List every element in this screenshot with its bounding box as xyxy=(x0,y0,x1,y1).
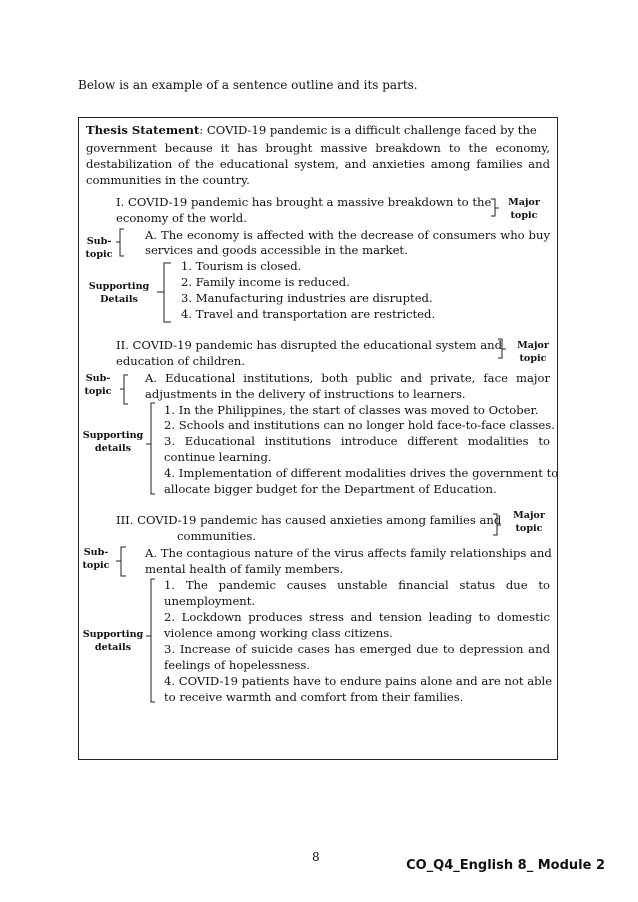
major-topic-1-line-2: economy of the world. xyxy=(116,211,247,225)
detail-3-2: unemployment. xyxy=(164,594,256,608)
thesis-label: Thesis Statement xyxy=(86,123,200,137)
detail-1-1: 1. Tourism is closed. xyxy=(181,259,302,273)
sub-topic-label-1: Sub- topic xyxy=(85,236,113,260)
module-footer: CO_Q4_English 8_ Module 2 xyxy=(406,858,605,873)
page-number: 8 xyxy=(312,850,320,864)
detail-2-6: allocate bigger budget for the Department of Education. xyxy=(164,482,497,496)
detail-3-5: 3. Increase of suicide cases has emerged due to depression and xyxy=(164,642,550,656)
supporting-label-1: Supporting Details xyxy=(88,281,150,305)
major-bracket-2 xyxy=(497,338,509,360)
major-topic-label-2: Major topic xyxy=(517,340,549,364)
detail-2-4: continue learning. xyxy=(164,450,272,464)
major-topic-1-line-1: I. COVID-19 pandemic has brought a massive breakdown to the xyxy=(116,195,492,209)
sub-topic-label-2: Sub- topic xyxy=(84,373,112,397)
intro-text: Below is an example of a sentence outline and its parts. xyxy=(78,78,418,92)
major-bracket-1 xyxy=(490,198,502,218)
detail-2-5: 4. Implementation of different modalities drives the government to xyxy=(164,466,559,480)
detail-3-8: to receive warmth and comfort from their families. xyxy=(164,690,464,704)
detail-3-6: feelings of hopelessness. xyxy=(164,658,311,672)
thesis-line-3: destabilization of the educational system, and anxieties among families and xyxy=(86,157,550,171)
supporting-bracket-1 xyxy=(154,262,174,324)
sub-topic-2-line-1: A. Educational institutions, both public and private, face major xyxy=(145,371,550,385)
sub-topic-1-line-2: services and goods accessible in the market. xyxy=(145,243,408,257)
thesis-line-2: government because it has brought massive breakdown to the economy, xyxy=(86,141,550,155)
thesis-line-4: communities in the country. xyxy=(86,173,250,187)
detail-3-1: 1. The pandemic causes unstable financial status due to xyxy=(164,578,550,592)
sub-topic-label-3: Sub- topic xyxy=(82,547,110,571)
sub-bracket-1 xyxy=(114,228,126,258)
major-topic-3-line-2: communities. xyxy=(177,529,256,543)
detail-2-3: 3. Educational institutions introduce different modalities to xyxy=(164,434,550,448)
supporting-bracket-3 xyxy=(144,578,158,704)
detail-1-4: 4. Travel and transportation are restricted. xyxy=(181,307,436,321)
major-topic-2-line-1: II. COVID-19 pandemic has disrupted the educational system and xyxy=(116,338,503,352)
supporting-bracket-2 xyxy=(144,402,158,496)
sub-topic-3-line-1: A. The contagious nature of the virus affects family relationships and xyxy=(145,546,552,560)
sub-topic-3-line-2: mental health of family members. xyxy=(145,562,344,576)
major-bracket-3 xyxy=(492,513,504,537)
detail-3-4: violence among working class citizens. xyxy=(164,626,393,640)
detail-2-1: 1. In the Philippines, the start of classes was moved to October. xyxy=(164,403,539,417)
detail-2-2: 2. Schools and institutions can no longer hold face-to-face classes. xyxy=(164,418,555,432)
supporting-label-2: Supporting details xyxy=(82,430,144,454)
detail-1-3: 3. Manufacturing industries are disrupted. xyxy=(181,291,433,305)
sub-bracket-3 xyxy=(114,546,128,578)
sub-bracket-2 xyxy=(118,374,130,406)
detail-3-7: 4. COVID-19 patients have to endure pains alone and are not able xyxy=(164,674,553,688)
major-topic-2-line-2: education of children. xyxy=(116,354,245,368)
major-topic-label-3: Major topic xyxy=(513,510,545,534)
detail-3-3: 2. Lockdown produces stress and tension leading to domestic xyxy=(164,610,550,624)
detail-1-2: 2. Family income is reduced. xyxy=(181,275,350,289)
major-topic-3-line-1: III. COVID-19 pandemic has caused anxieties among families and xyxy=(116,513,502,527)
major-topic-label-1: Major topic xyxy=(508,197,540,221)
thesis-line-1: Thesis Statement: COVID-19 pandemic is a difficult challenge faced by the xyxy=(86,123,537,137)
sub-topic-2-line-2: adjustments in the delivery of instructions to learners. xyxy=(145,387,466,401)
supporting-label-3: Supporting details xyxy=(82,629,144,653)
sub-topic-1-line-1: A. The economy is affected with the decrease of consumers who buy xyxy=(145,228,550,242)
